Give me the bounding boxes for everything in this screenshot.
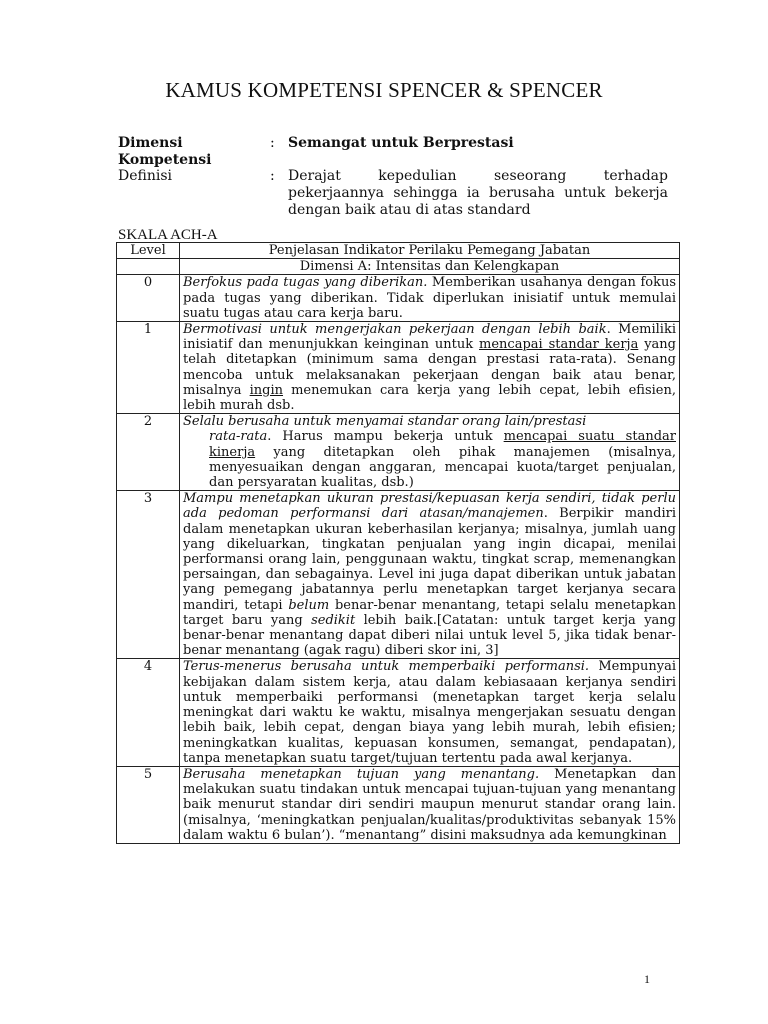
level-0-heading: Berfokus pada tugas yang diberikan. [183,275,428,291]
definisi-label: Definisi [118,168,173,184]
header-level: Level [117,243,180,259]
dimensi-label: Dimensi Kompetensi [118,135,212,168]
level-4-heading: Terus-menerus berusaha untuk memperbaiki performansi. [183,659,590,675]
level-1-description [180,322,680,414]
competency-table [116,242,680,844]
level-3-text-2: benar-benar menantang, tetapi selalu menetapkan target baru yang [183,597,677,628]
level-2-heading-2: rata-rata [209,429,268,445]
level-0-text: Memberikan usahanya dengan fokus pada tugas yang diberikan. Tidak diperlukan inisiatif untuk memulai suatu tugas atau cara kerja baru. [183,275,677,321]
definisi-colon: : [270,168,275,184]
level-0-description [180,275,680,322]
dimensi-colon: : [270,135,275,151]
meta-dimensi [118,135,678,169]
table-row [117,322,680,414]
level-3: 3 [117,491,180,659]
scale-title: SKALA ACH-A [118,227,218,243]
page-number: 1 [644,972,650,986]
level-4-description [180,659,680,766]
level-5-description [180,766,680,843]
table-row [117,275,680,322]
table-header-row [117,243,680,259]
level-4-text: Mempunyai kebijakan dalam sistem kerja, atau dalam kebiasaaan kerjanya sendiri untuk memperbaiki performansi (menetapkan target kerja selalu meningkat dari waktu ke waktu, misalnya mengerjakan sesuatu dengan lebih baik, lebih cepat, dengan biaya yang lebih murah, lebih efisien; meningkatkan kualitas, kepuasan konsumen, semangat, pendapatan), tanpa menetapkan suatu target/tujuan tertentu pada awal kerjanya. [183,659,676,766]
table-row [117,491,680,659]
level-2-text: . Harus mampu bekerja untuk [267,429,504,445]
dimensi-value: Semangat untuk Berprestasi [288,135,514,151]
level-3-italic-sedikit: sedikit [311,612,356,628]
level-2-underline: mencapai suatu standar kinerja [209,429,676,460]
level-2-description [180,414,680,491]
table-row [117,414,680,491]
level-3-italic-belum: belum [288,597,330,613]
level-5: 5 [117,766,180,843]
level-2: 2 [117,414,180,491]
level-1-text-3: menemukan cara kerja yang lebih cepat, lebih efisien, lebih murah dsb. [183,382,676,414]
definisi-value: Derajat kepedulian seseorang terhadap pekerjaannya sehingga ia berusaha untuk bekerja dengan baik atau di atas standard [288,168,668,218]
level-1: 1 [117,322,180,414]
level-5-heading: Berusaha menetapkan tujuan yang menantang. [183,766,540,782]
table-row [117,659,680,766]
level-3-text-3: lebih baik.[Catatan: untuk target kerja yang benar-benar menantang dapat diberi nilai untuk level 5, jika tidak benar-benar menantang (agak ragu) diberi skor ini, 3] [183,612,676,659]
level-1-underline-2: ingin [249,382,284,398]
level-1-heading: Bermotivasi untuk mengerjakan pekerjaan dengan lebih baik [183,322,607,338]
level-2-text-2: yang ditetapkan oleh pihak manajemen (misalnya, menyesuaikan dengan anggaran, mencapai kuota/target penjualan, dan persyaratan kualitas, dsb.) [209,444,676,491]
dimension-label: Dimensi A: Intensitas dan Kelengkapan [180,259,680,275]
meta-definisi [118,168,678,219]
level-1-text: . Memiliki inisiatif dan menunjukkan keinginan untuk [183,322,676,353]
level-3-text: . Berpikir mandiri dalam menetapkan ukuran keberhasilan kerjanya; misalnya, jumlah uang yang dikeluarkan, tingkatan penjualan yang ingin dicapai, menilai performansi orang lain, penggunaan waktu, tingkat scrap, memenangkan persaingan, dan sebagainya. Level ini juga dapat diberikan untuk jabatan yang pemegang jabatannya perlu menetapkan target kerjanya secara mandiri, tetapi [183,506,676,613]
level-3-description [180,491,680,659]
level-0: 0 [117,275,180,322]
header-description: Penjelasan Indikator Perilaku Pemegang Jabatan [180,243,680,259]
level-2-heading: Selalu berusaha untuk menyamai standar orang lain/prestasi [183,414,587,430]
level-1-text-2: yang telah ditetapkan (minimum sama dengan prestasi rata-rata). Senang mencoba untuk melaksanakan pekerjaan dengan baik atau benar, misalnya [183,337,676,398]
level-3-heading: Mampu menetapkan ukuran prestasi/kepuasan kerja sendiri, tidak perlu ada pedoman performansi dari atasan/manajemen [183,491,676,522]
level-4: 4 [117,659,180,766]
dimension-row [117,259,680,275]
document-title: KAMUS KOMPETENSI SPENCER & SPENCER [165,78,603,102]
level-5-text: Menetapkan dan melakukan suatu tindakan untuk mencapai tujuan-tujuan yang menantang baik menurut standar diri sendiri maupun menurut standar orang lain. (misalnya, ‘meningkatkan penjualan/kualitas/produktivitas sebanyak 15% dalam waktu 6 bulan’). “menantang” disini maksudnya ada kemungkinan [183,766,676,843]
level-1-underline-1: mencapai standar kerja [479,337,639,353]
table-row [117,766,680,843]
